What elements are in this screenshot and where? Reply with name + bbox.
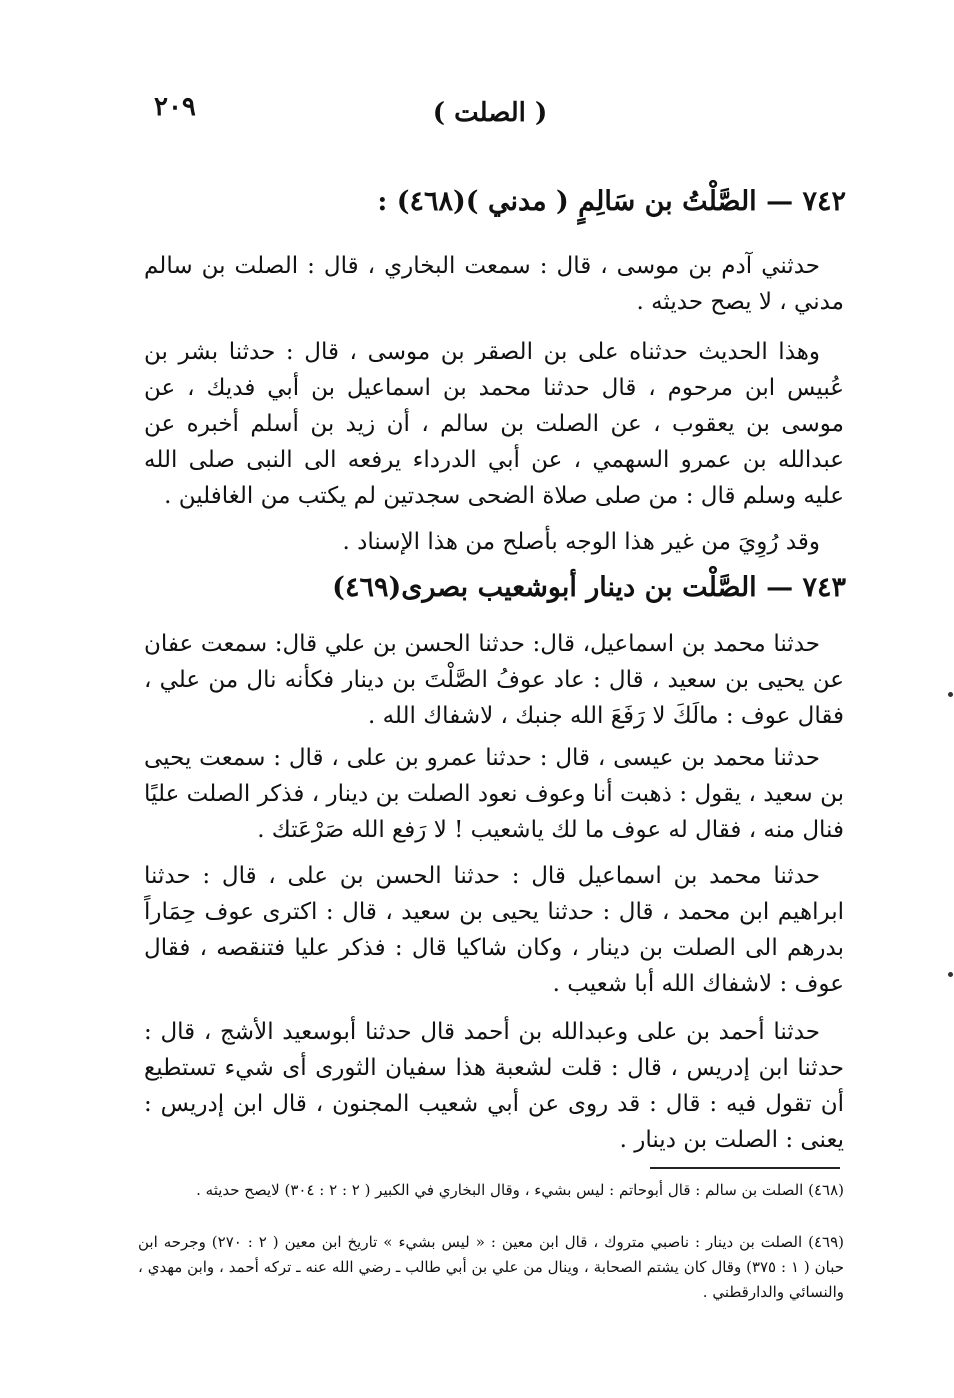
entry-paragraph: حدثنا محمد بن اسماعيل قال : حدثنا الحسن بن على ، قال : حدثنا ابراهيم ابن محمد ، قال : حدثنا يحيى بن سعيد ، قال : اكترى عوف حِمَاراً بدرهم الى الصلت بن دينار ، وكان شاكيا قال : فذكر عليا فتنقصه ، فقال عوف : لاشفاك الله أبا شعيب . bbox=[144, 863, 844, 997]
page-header bbox=[140, 92, 840, 132]
running-title: ( الصلت ) bbox=[432, 98, 548, 128]
entry-paragraph: حدثنا محمد بن اسماعيل، قال: حدثنا الحسن بن علي قال: سمعت عفان عن يحيى بن سعيد ، قال : عاد عوفُ الصَّلْتَ بن دينار فكأنه نال من علي ، فقال عوف : مالَكَ لا رَفَعَ الله جنبك ، لاشفاك الله . bbox=[144, 631, 844, 729]
entry-paragraph: حدثني آدم بن موسى ، قال : سمعت البخاري ، قال : الصلت بن سالم مدني ، لا يصح حديثه . bbox=[144, 253, 844, 315]
page-number: ٢٠٩ bbox=[154, 92, 196, 122]
margin-mark bbox=[948, 972, 953, 977]
entry-paragraph: وقد رُوِيَ من غير هذا الوجه بأصلح من هذا الإسناد . bbox=[342, 529, 820, 555]
entry-paragraph: وهذا الحديث حدثناه على بن الصقر بن موسى ، قال : حدثنا بشر بن عُبيس ابن مرحوم ، قال حدثنا محمد بن اسماعيل بن أبي فديك ، عن موسى بن يعقوب ، عن الصلت بن سالم ، أن زيد بن أسلم أخبره عن عبدالله بن عمرو السهمي ، عن أبي الدرداء يرفعه الى النبى صلى الله عليه وسلم قال : من صلى صلاة الضحى سجدتين لم يكتب من الغافلين . bbox=[144, 339, 844, 509]
footnote: (٤٦٩) الصلت بن دينار : ناصبي متروك ، قال ابن معين : « ليس بشيء » تاريخ ابن معين ( ٢ : ٢٧٠) وجرحه ابن حبان ( ١ : ٣٧٥) وقال كان يشتم الصحابة ، وينال من علي بن أبي طالب ـ رضي الله عنه ـ تركه أحمد ، وابن مهدي ، والنسائي والدارقطني . bbox=[138, 1233, 845, 1301]
entry-heading: ٧٤٣ — الصَّلْت بن دينار أبوشعيب بصرى(٤٦٩) bbox=[332, 572, 846, 603]
entry-heading: ٧٤٢ — الصَّلْتُ بن سَالِمٍ ( مدني )(٤٦٨) : bbox=[377, 186, 846, 217]
margin-mark bbox=[948, 692, 953, 697]
entry-paragraph: حدثنا أحمد بن على وعبدالله بن أحمد قال حدثنا أبوسعيد الأشج ، قال : حدثنا ابن إدريس ، قال : قلت لشعبة هذا سفيان الثورى أى شيء تستطيع أن تقول فيه : قال : قد روى عن أبي شعيب المجنون ، قال ابن إدريس : يعنى : الصلت بن دينار . bbox=[144, 1019, 844, 1153]
footnote-separator bbox=[650, 1167, 840, 1169]
footnote: (٤٦٨) الصلت بن سالم : قال أبوحاتم : ليس بشيء ، وقال البخاري في الكبير ( ٢ : ٢ : ٣٠٤) لايصح حديثه . bbox=[196, 1181, 844, 1199]
entry-paragraph: حدثنا محمد بن عيسى ، قال : حدثنا عمرو بن على ، قال : سمعت يحيى بن سعيد ، يقول : ذهبت أنا وعوف نعود الصلت بن دينار ، فذكر الصلت عليًا فنال منه ، فقال له عوف ما لك ياشعيب ! لا رَفع الله صَرْعَتك . bbox=[144, 745, 844, 843]
